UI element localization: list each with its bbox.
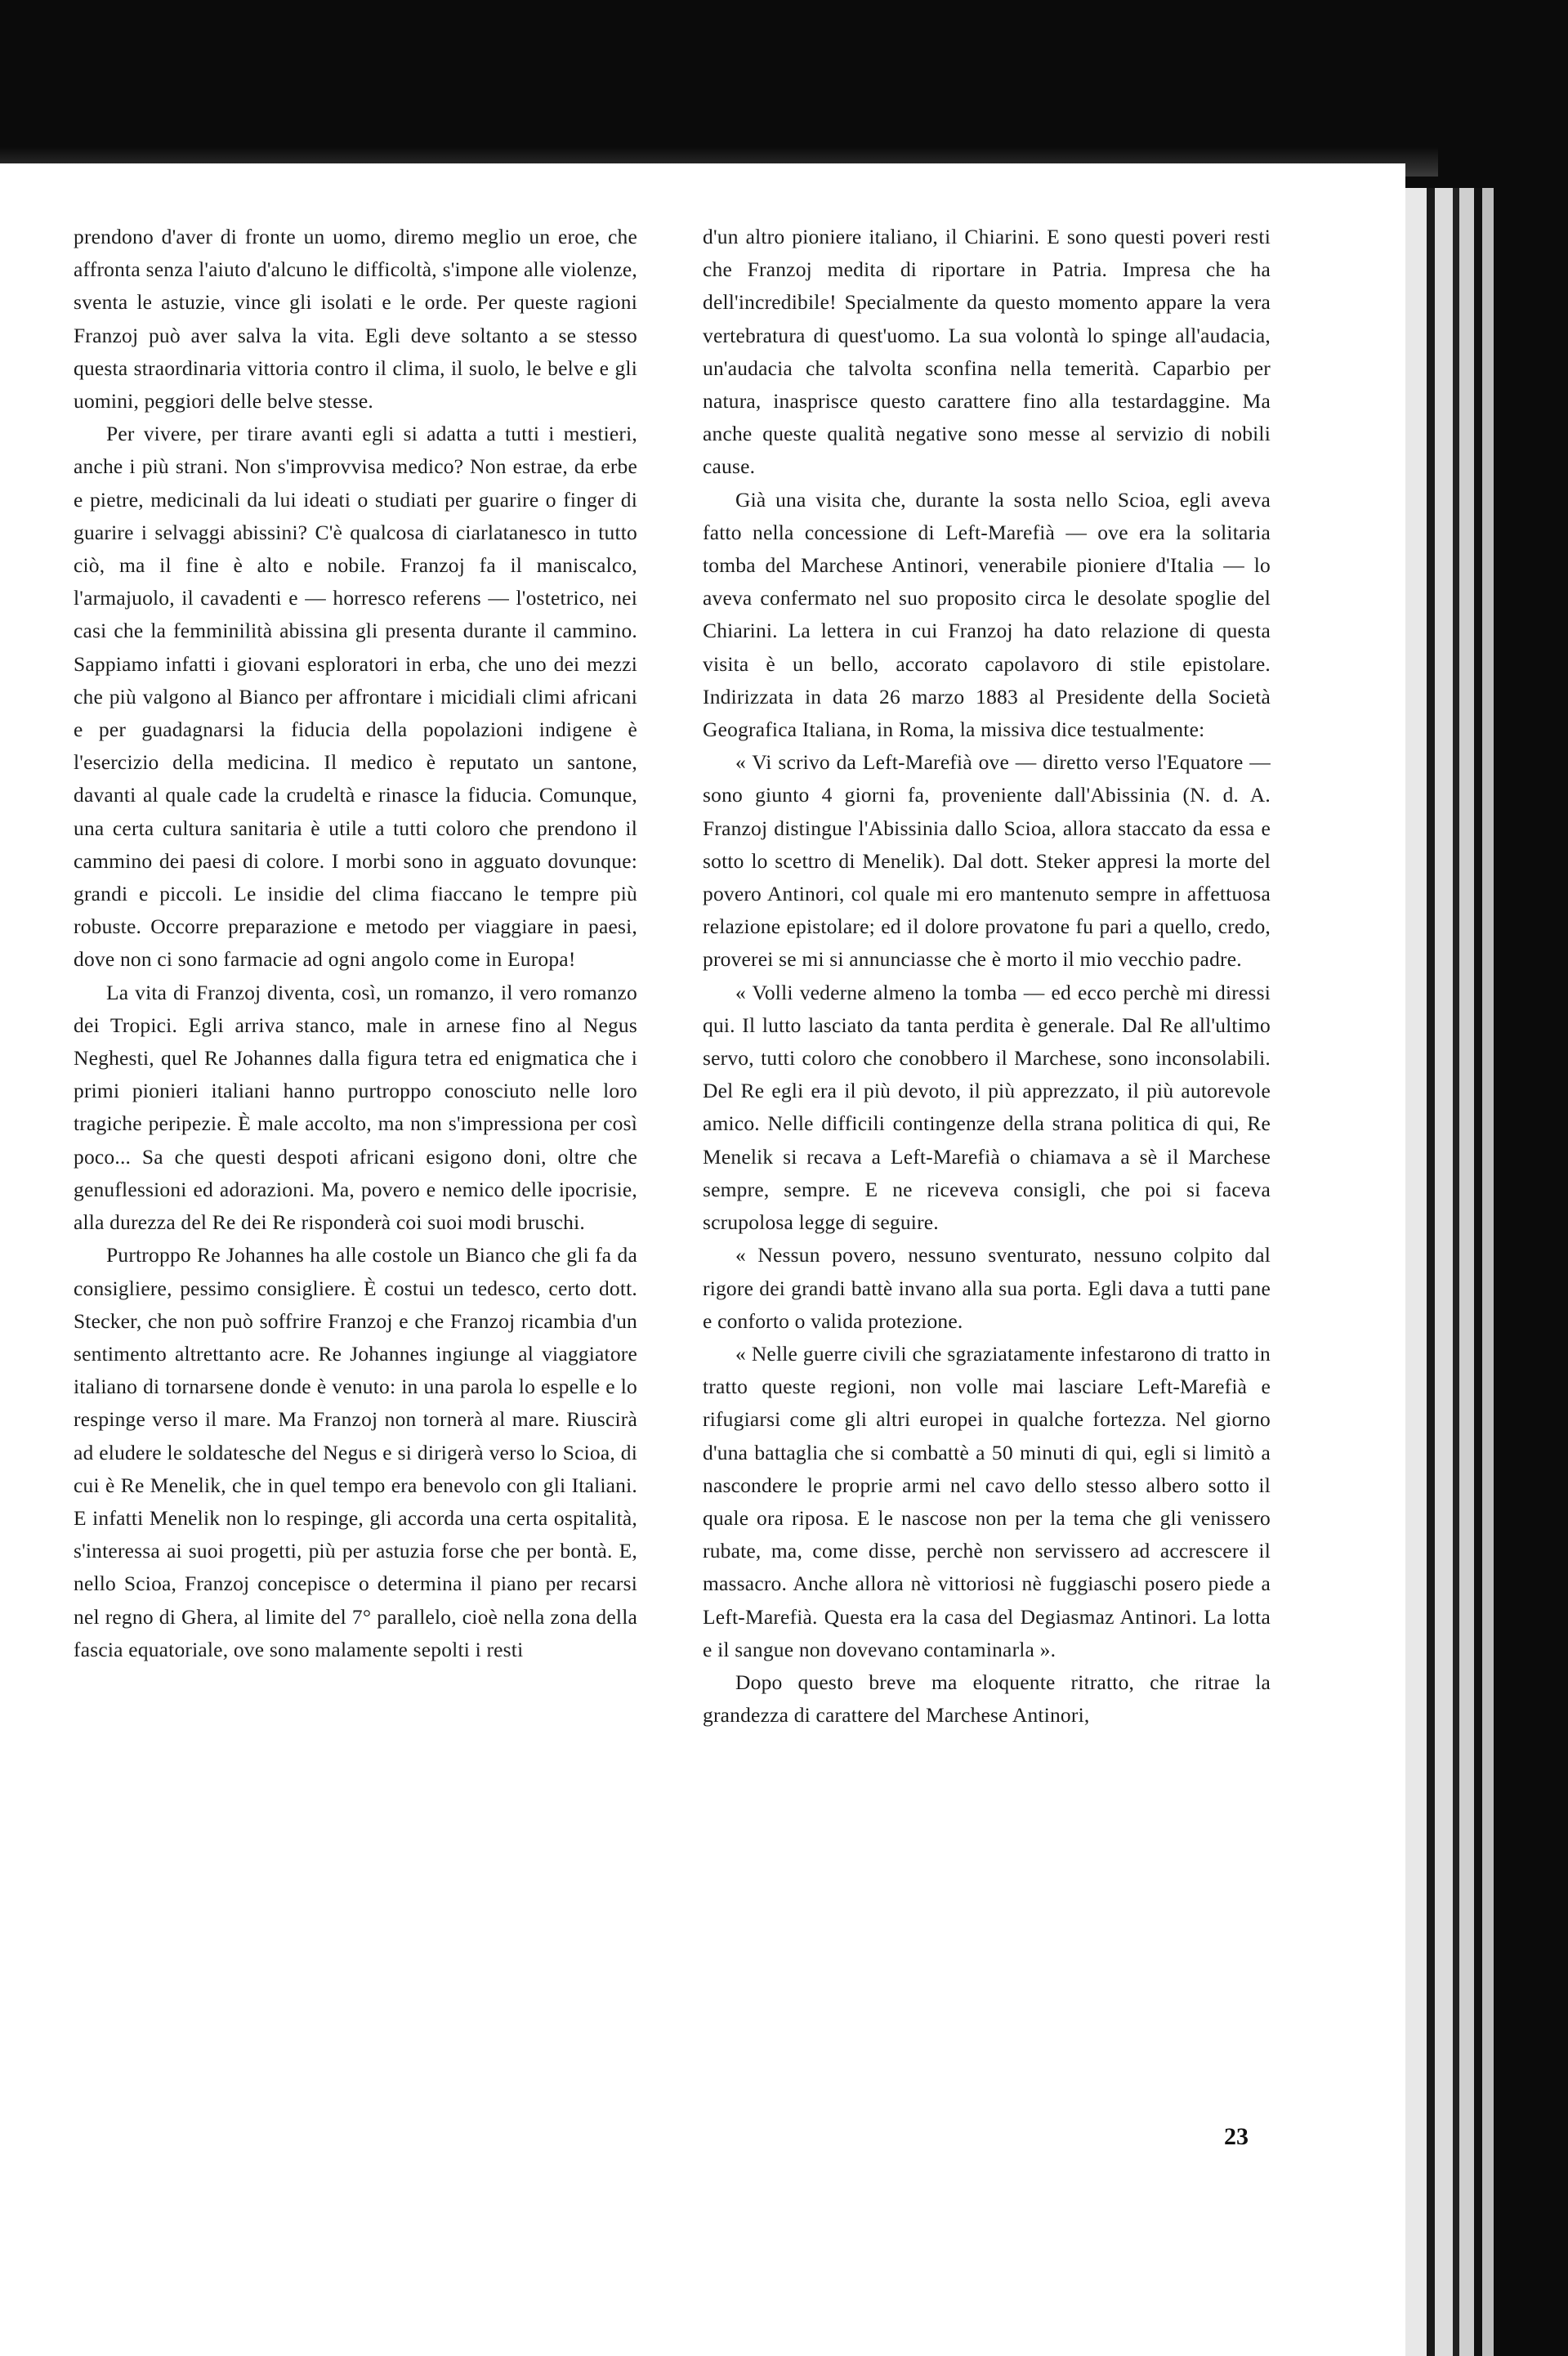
paragraph: Purtroppo Re Johannes ha alle costole un Bianco che gli fa da consigliere, pessimo consigliere. È costui un tedesco, certo dott. Stecker, che non può soffrire Franzoj e che Franzoj ricambia d'un sentimento altrettanto acre. Re Johannes ingiunge al viaggiatore italiano di tornarsene donde è venuto: in una parola lo espelle e lo respinge verso il mare. Ma Franzoj non tornerà al mare. Riuscirà ad eludere le soldatesche del Negus e si dirigerà verso lo Scioa, di cui è Re Menelik, che in quel tempo era benevolo con gli Italiani. E infatti Menelik non lo respinge, gli accorda una certa ospitalità, s'interessa ai suoi progetti, più per astuzia forse che per bontà. E, nello Scioa, Franzoj concepisce o determina il piano per recarsi nel regno di Ghera, al limite del 7° parallelo, cioè nella zona della fascia equatoriale, ove sono malamente sepolti i resti [74, 1243, 637, 1661]
page-number: 23 [1224, 2123, 1249, 2150]
page-stack-edge [1453, 188, 1459, 2356]
paragraph: Già una visita che, durante la sosta nello Scioa, egli aveva fatto nella concessione di Left-Marefià — ove era la solitaria tomba del Marchese Antinori, venerabile pioniere d'Italia — lo aveva confermato nel suo proposito circa le desolate spoglie del Chiarini. La lettera in cui Franzoj ha dato relazione di questa visita è un bello, accorato capolavoro di stile epistolare. Indirizzata in data 26 marzo 1883 al Presidente della Società Geografica Italiana, in Roma, la missiva dice testualmente: [703, 487, 1271, 742]
right-text-column [703, 221, 1271, 1732]
paragraph: La vita di Franzoj diventa, così, un romanzo, il vero romanzo dei Tropici. Egli arriva stanco, male in arnese fino al Negus Neghesti, quel Re Johannes dalla figura tetra ed enigmatica che i primi pionieri italiani hanno purtroppo conosciuto nelle loro tragiche peripezie. È male accolto, ma non s'impressiona per così poco... Sa che questi despoti africani esigono doni, oltre che genuflessioni ed adorazioni. Ma, povero e nemico delle ipocrisie, alla durezza del Re dei Re risponderà coi suoi modi bruschi. [74, 980, 637, 1235]
paragraph: d'un altro pioniere italiano, il Chiarini. E sono questi poveri resti che Franzoj medita di riportare in Patria. Impresa che ha dell'incredibile! Specialmente da questo momento appare la vera vertebratura di quest'uomo. La sua volontà lo spinge all'audacia, un'audacia che talvolta sconfina nella temerità. Caparbio per natura, inasprisce questo carattere fino alla testardaggine. Ma anche queste qualità negative sono messe al servizio di nobili cause. [703, 225, 1271, 479]
background-edge [1494, 188, 1568, 2356]
page-stack-edge [1427, 188, 1435, 2356]
paragraph: Dopo questo breve ma eloquente ritratto, che ritrae la grandezza di carattere del Marchese Antinori, [703, 1670, 1271, 1728]
paragraph: « Volli vederne almeno la tomba — ed ecco perchè mi diressi qui. Il lutto lasciato da tanta perdita è generale. Dal Re all'ultimo servo, tutti coloro che conobbero il Marchese, sono inconsolabili. Del Re egli era il più devoto, il più apprezzato, il più autorevole amico. Nelle difficili contingenze della strana politica di qui, Re Menelik si recava a Left-Marefià o chiamava a sè il Marchese sempre, sempre. E ne riceveva consigli, che poi si faceva scrupolosa legge di seguire. [703, 980, 1271, 1235]
page-stack-edge [1405, 188, 1427, 2356]
paragraph: « Vi scrivo da Left-Marefià ove — diretto verso l'Equatore — sono giunto 4 giorni fa, proveniente dall'Abissinia (N. d. A. Franzoj distingue l'Abissinia dallo Scioa, allora staccato da essa e sotto lo scettro di Menelik). Dal dott. Steker appresi la morte del povero Antinori, col quale mi ero mantenuto sempre in affettuosa relazione epistolare; ed il dolore provatone fu pari a quello, credo, proverei se mi si annunciasse che è morto il mio vecchio padre. [703, 750, 1271, 972]
page-stack-edge [1435, 188, 1453, 2356]
paragraph: Per vivere, per tirare avanti egli si adatta a tutti i mestieri, anche i più strani. Non s'improvvisa medico? Non estrae, da erbe e pietre, medicinali da lui ideati o studiati per guarire o finger di guarire i selvaggi abissini? C'è qualcosa di ciarlatanesco in tutto ciò, ma il fine è alto e nobile. Franzoj fa il maniscalco, l'armajuolo, il cavadenti e — horresco referens — l'ostetrico, nei casi che la femminilità abissina gli presenta durante il cammino. Sappiamo infatti i giovani esploratori in erba, che uno dei mezzi che più valgono al Bianco per affrontare i micidiali climi africani e per guadagnarsi la fiducia della popolazioni indigene è l'esercizio della medicina. Il medico è reputato un santone, davanti al quale cade la crudeltà e rinasce la fiducia. Comunque, una certa cultura sanitaria è utile a tutti coloro che prendono il cammino dei paesi di colore. I morbi sono in agguato dovunque: grandi e piccoli. Le insidie del clima fiaccano le tempre più robuste. Occorre preparazione e metodo per viaggiare in paesi, dove non ci sono farmacie ad ogni angolo come in Europa! [74, 422, 637, 972]
paragraph: « Nelle guerre civili che sgraziatamente infestarono di tratto in tratto queste regioni, non volle mai lasciare Left-Marefià e rifugiarsi come gli altri europei in qualche fortezza. Nel giorno d'una battaglia che si combattè a 50 minuti di qui, egli si limitò a nascondere le proprie armi nel cavo dello stesso albero sotto il quale ora riposa. E le nascose non per la tema che gli venissero rubate, ma, come disse, perchè non servissero ad accrescere il massacro. Anche allora nè vittoriosi nè fuggiaschi posero piede a Left-Marefià. Questa era la casa del Degiasmaz Antinori. La lotta e il sangue non dovevano contaminarla ». [703, 1341, 1271, 1661]
page-stack-edge [1474, 188, 1482, 2356]
left-text-column [74, 221, 637, 1666]
paragraph: prendono d'aver di fronte un uomo, diremo meglio un eroe, che affronta senza l'aiuto d'alcuno le difficoltà, s'impone alle violenze, sventa le astuzie, vince gli isolati e le orde. Per queste ragioni Franzoj può aver salva la vita. Egli deve soltanto a se stesso questa straordinaria vittoria contro il clima, il suolo, le belve e gli uomini, peggiori delle belve stesse. [74, 225, 637, 414]
page-stack-edge [1459, 188, 1474, 2356]
paragraph: « Nessun povero, nessuno sventurato, nessuno colpito dal rigore dei grandi battè invano alla sua porta. Egli dava a tutti pane e conforto o valida protezione. [703, 1243, 1271, 1333]
page-stack-edge [1482, 188, 1494, 2356]
